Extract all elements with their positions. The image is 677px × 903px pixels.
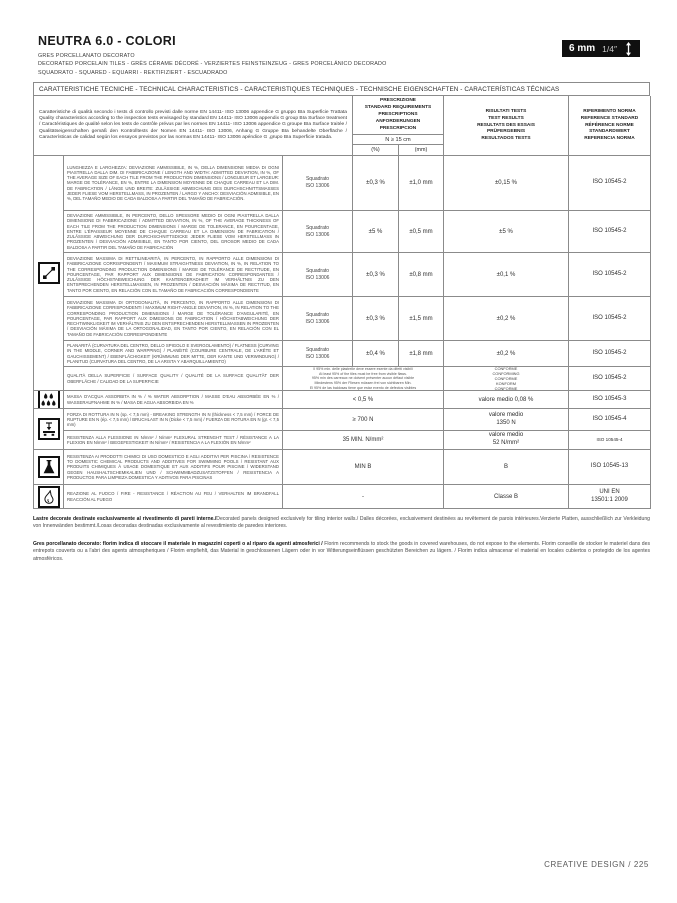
header-prescription <box>353 96 444 135</box>
note-bold: Gres porcellanato decorato: florim indica di stoccare il materiale in magazzini coperti o al riparo da agenti atmosferici / <box>33 541 323 548</box>
result-line: valore medio <box>488 411 524 418</box>
result-line: CONFORME <box>494 375 518 381</box>
standard-line: Squadrato <box>305 224 330 231</box>
chemical-icon-cell <box>34 450 64 485</box>
result-line: 52 N/mm² <box>492 440 520 446</box>
row-result: ±0,1 % <box>444 253 569 297</box>
table-title: CARATTERISTICHE TECNICHE - TECHNICAL CHARACTERISTICS - CARACTERISTIQUES TECHNIQUES - TECHNISCHE EIGENSCHAFTEN - CARACTERÍSTICAS TÉCNICAS <box>33 82 650 96</box>
row-description: PLANARITÀ (CURVATURA DEL CENTRO, DELLO SPIGOLO E SVERGOLAMENTO) / FLATNESS (CURVING IN THE MIDDLE, CORNER AND WARPPING) / PLANÉITÉ (COURBURE CENTRALE, DE L'ARÊTE ET GAUCHISSEMENT) / EBENFLÄCHIGKEIT (KRÜMMUNG DER MITTE, DER KANTE UND VERWINDUNG) / PLANITUD (CURVATURA DEL CENTRO, DE LA ARISTA Y ABARQUILLAMIENTO) <box>64 341 283 367</box>
row-standard <box>283 156 353 211</box>
prescription-line: At least 95% of the tiles must be free from visible flaws. <box>319 371 407 376</box>
row-description: DEVIAZIONE MASSIMA DI RETTILINEARITÀ, IN PERCENTO, IN RAPPORTO ALLE DIMENSIONI DI FABBRICAZIONE CORRISPONDENTI / MAXIMUM STRAIGHTNESS DEVIATION, IN %, IN RELATION TO THE CORRESPONDING PRODUCTION DIMENSIONS / MARGE DE TOLÉRANCE DE RECTITUDE, EN POURCENTAGE, PAR RAPPORT AUX DIMENSIONS DE FABRICATION CORRESPONDANTES / ZULÄSSIGE HÖCHSTABWEICHUNG DER KANTENGERADHEIT IM VERHÄLTNIS ZU DEN ENTSPRECHENDEN HERSTELLMASSEN, IN PROZENTEN / DESVIACIÓN MÁXIMA DE RECTITUD, EN TANTO POR CIENTO, EN RELACIÓN CON EL TAMAÑO DE FABRICACIÓN CORRESPONDIENTE <box>64 253 283 297</box>
row-result: ±0,15 % <box>444 156 569 211</box>
prescription-line: 95% min des carreaux ne doivent présenter aucun défaut visible <box>311 376 415 381</box>
row-description: REAZIONE AL FUOCO / FIRE - RESISTANCE / RÉACTION AU FEU / VERHALTEN IM BRANDFALL REACCIÓN AL FUEGO <box>64 485 283 509</box>
result-line: valore medio <box>488 432 524 439</box>
page-title: NEUTRA 6.0 - COLORI <box>38 34 176 48</box>
row-standard <box>283 253 353 297</box>
standard-line: ISO 13006 <box>305 353 330 360</box>
thickness-inches: 1/4″ <box>602 43 617 54</box>
thickness-double-arrow-icon <box>624 42 633 56</box>
header-unit-mm: (mm) <box>399 145 444 156</box>
standard-line: ISO 13006 <box>305 318 330 325</box>
fire-icon-cell <box>34 485 64 509</box>
header-line: RESULTADOS TESTS <box>481 136 531 142</box>
row-prescription-mm: ±1,0 mm <box>399 156 444 211</box>
header-line: RIFERIMENTO NORMA <box>583 108 636 114</box>
caliper-icon <box>38 262 60 284</box>
row-reference: ISO 10545-2 <box>569 156 651 211</box>
row-standard <box>283 297 353 341</box>
note-bold: Lastre decorate destinate esclusivamente al rivestimento di pareti interne./ <box>33 516 217 522</box>
thickness-badge <box>562 40 640 57</box>
row-result <box>444 367 569 391</box>
row-prescription-mm: ±1,8 mm <box>399 341 444 367</box>
row-prescription-mm: ±0,5 mm <box>399 211 444 253</box>
reference-line: UNI EN <box>599 488 620 495</box>
row-prescription-merged <box>283 367 444 391</box>
note-interior-walls <box>33 516 650 530</box>
result-line: CONFORME <box>494 367 518 371</box>
standard-line: ISO 13006 <box>305 231 330 238</box>
water-drops-icon <box>38 391 60 409</box>
row-reference: ISO 10545-2 <box>569 211 651 253</box>
prescription-line: Il 95% min. delle piastrelle deve essere esente da difetti visibili <box>313 367 413 371</box>
header-reference <box>569 96 651 156</box>
row-prescription-pct: ±0,3 % <box>353 156 399 211</box>
row-standard <box>283 211 353 253</box>
technical-table <box>33 82 650 509</box>
reference-line: 13501:1 2009 <box>591 496 628 503</box>
note-text: Decorated panels designed exclusively for tiling interior walls./ Dalles décorées, exclusivement destinées au revêtement de parois intérieures.Verzierte Platten, ausschließlich zur Verkleidung von Innenwänden bestimmt./Losas decoradas destinadas exclusivamente al revestimiento de paredes interiores. <box>33 516 650 530</box>
footnotes <box>33 516 650 574</box>
subtitle-translations: DECORATED PORCELAIN TILES - GRÈS CÉRAME DÉCORÉ - VERZIERTES FEINSTEINZEUG - GRES PORCELÁNICO DECORADO <box>38 61 387 68</box>
row-prescription-merged: MIN B <box>283 450 444 485</box>
dimension-icon-cell <box>34 156 64 391</box>
row-prescription-pct: ±5 % <box>353 211 399 253</box>
row-result: Classe B <box>444 485 569 509</box>
row-result <box>444 431 569 450</box>
row-reference: ISO 10545-2 <box>569 367 651 391</box>
prescription-line: El 95% de las baldosas tiene que estar exento de defectos visibles <box>309 385 417 390</box>
row-prescription-pct: ±0,3 % <box>353 253 399 297</box>
water-icon-cell <box>34 391 64 409</box>
row-description: RESISTENZA ALLA FLESSIONE IN N/mm² / N/mm² FLEXURAL STRENGHT TEST / RÉSISTANCE A LA FLEXION EN N/mm² / BIEGEFESTIGKEIT IN N/mm² / RESISTENCIA A LA FLEXIÓN EN N/mm² <box>64 431 283 450</box>
header-line: STANDARD REQUIREMENTS <box>364 105 432 111</box>
result-line: CONFORMING <box>492 370 520 376</box>
header-unit-percent: (%) <box>353 145 399 156</box>
row-description: DEVIAZIONE AMMISSIBILE, IN PERCENTO, DELLO SPESSORE MEDIO DI OGNI PIASTRELLA DALLA DIMENSIONE DI FABBRICAZIONE / ADMITTED DEVIATION, IN %, OF THE AVERAGE THICKNESS OF EACH TILE FROM THE PRODUCTION DIMENSIONS / MARGE DE TOLERANCE, EN POURCENTAGE, ENTRE L'ÉPAISSEUR MOYENNE DE CHAQUE CARREAU ET LA DIMENSION DE FABRICATION / ZULÄSSIGE ABWEICHUNG DER DURCHSCHNITTSDICKE JEDER FLIESE VOM HERSTELLMASS IN PROZENTEN / DESVIACIÓN ADMISIBLE, EN TANTO POR CIENTO, DEL GROSOR MEDIO DE CADA BALDOSA A PARTIR DEL TAMAÑO DE FABRICACIÓN <box>64 211 283 253</box>
header-line: REFERENCIA NORMA <box>584 136 635 142</box>
header-line: REFERENCE STANDARD <box>580 115 639 121</box>
row-description: RESISTENZA AI PRODOTTI CHIMICI DI USO DOMESTICO E AGLI ADDITIVI PER PISCINA / RESISTENCE TO DOMESTIC CHEMICAL PRODUCTS AND ADDITIVES FOR SWIMMING POOLS / RESISTANT AUX PRODUITS CHIMIQUES À USAGE DOMESTIQUE ET AUX ADDITIFS POUR PISCINE / WIDERSTAND GEGEN HAUSHALTSCHEMIKALIEN UND / SCHWIMMBADZUSATZSTOFFEN / RESISTENCIA A PRODUCTOS PARA LIMPIEZA DOMESTICA Y ADITIVOS PARA PISCINAS <box>64 450 283 485</box>
row-reference: ISO 10545-4 <box>569 431 651 450</box>
row-reference <box>569 485 651 509</box>
header-line: RÉFÉRENCE NORME <box>585 122 634 128</box>
subtitle-finish: SQUADRATO - SQUARED - EQUARRI - REKTIFIZIERT - ESCUADRADO <box>38 69 228 76</box>
row-prescription-merged: < 0,5 % <box>283 391 444 409</box>
row-reference: ISO 10545-2 <box>569 341 651 367</box>
row-prescription-merged: 35 MIN. N/mm² <box>283 431 444 450</box>
row-result: ±5 % <box>444 211 569 253</box>
header-results <box>444 96 569 156</box>
row-description: QUALITÀ DELLA SUPERFICIE / SURFACE QUALITY / QUALITÉ DE LA SURFACE QUALITÄT DER OBERFLÄCHE / CALIDAD DE LA SUPERFICIE <box>64 367 283 391</box>
flexural-strength-icon <box>38 418 60 440</box>
row-prescription-merged: ≥ 700 N <box>283 409 444 431</box>
prescription-line: Mindestens 95% der Fliesen müssen frei von sichtbaren Min. <box>314 380 412 385</box>
row-prescription-merged: - <box>283 485 444 509</box>
header-line: PRÜFERGEBNIS <box>486 129 526 135</box>
header-line: ANFORDERUNGEN <box>375 118 421 124</box>
header-characteristics: Caratteristiche di qualità secondo i tests di controllo previsti dalle norme EN 14411- ISO 13006 appendice G gruppo BIa Superficie Trattata Quality characteristics according to the inspection tests envisaged by standard EN 14411- ISO 13006 appendix G group BIa Surface treatment / Caractéristiques de qualité selon les tests de contrôle prévus par les normes EN 14411- ISO 13006 appendice G groupe BIa Surface traitée / Qualitätseigenschaften gemäß den Kontrolltests der Nomen EN 14411- ISO 13006, Anhang G Gruppe BIa behandelte Oberfläche / Características de calidad según los ensayos previstos por las normas EN 14411- ISO 13006 apéndice G ,grupo BIa Superficie tratada. <box>34 96 353 156</box>
header-size-class: N ≥ 15 cm <box>353 135 444 145</box>
row-result: B <box>444 450 569 485</box>
header-line: TEST RESULTS <box>488 115 524 121</box>
row-reference: ISO 10545-4 <box>569 409 651 431</box>
document-header <box>38 34 538 77</box>
table-grid <box>33 95 650 509</box>
header-line: PRESCRIPTIONS <box>378 112 418 117</box>
result-line: KONFORM <box>496 381 516 387</box>
flexural-icon-cell <box>34 409 64 450</box>
row-description: DEVIAZIONE MASSIMA DI ORTOGONALITÀ, IN PERCENTO, IN RAPPORTO ALLE DIMENSIONI DI FABBRICAZIONE CORRISPONDENTI / MAXIMUM RIGHT-ANGLE DEVIATION, IN %, IN RELATION TO THE CORRESPONDING PRODUCTION DIMENSIONS / MARGE DE TOLÉRANCE D'ANGULARITÉ, EN POURCENTAGE, PAR RAPPORT AUX DIMESIONS DE FABRICATION / HÖCHSTABWEICHUNG DER RECHTWINKLIGKEIT IM VERHÄLTNIS ZU DEN ENTSPRECHENDEN HERSTELLMASSEN IN PROZENTEN / DESVIACIÓN MÁXIMA DE LA ORTOGONALIDAD, EN TANTO POR CIENTO, EN RELACIÓN CON EL TAMAÑO DE FABRICACIÓN CORRESPONDIENTE <box>64 297 283 341</box>
note-text: Florim recommends to stock the goods in covered warehouses, do not expose to the elements. Florim conseille de stocker le materiel dans des entrepots couverts ou a l'abri des agents atmospheriques / Florim empfiehlt, das Material in geschlossenen Lägern oder in vor Witterungseinflüssen geschützten Bereichen zu lägern. / Florim indica almacenar el material en locales cubiertos o protegido de los agentes atmosféricos. <box>33 541 651 562</box>
row-description: FORZA DI ROTTURA IN N (sp. < 7,5 mm) - BREAKING STRENGTH IN N (thickness < 7,5 mm) / FORCE DE RUPTURE EN N (ép. < 7,5 mm) / BRUCHLAST IN N (Dicke < 7,5 mm) / FUERZA DE ROTURA EN N (gr. < 7,5 mm) <box>64 409 283 431</box>
subtitle-material: GRES PORCELLANATO DECORATO <box>38 53 135 59</box>
standard-line: Squadrato <box>305 311 330 318</box>
row-prescription-mm: ±1,5 mm <box>399 297 444 341</box>
standard-line: Squadrato <box>305 176 330 183</box>
header-line: RISULTATI TESTS <box>485 108 527 114</box>
header-line: RESULTATS DES ESSAIS <box>477 122 535 128</box>
note-storage <box>33 541 650 562</box>
result-line: CONFORME <box>494 386 518 391</box>
row-reference: ISO 10545-13 <box>569 450 651 485</box>
row-reference: ISO 10545-2 <box>569 253 651 297</box>
row-reference: ISO 10545-3 <box>569 391 651 409</box>
standard-line: ISO 13006 <box>305 183 330 189</box>
row-description: MASSA D'ACQUA ASSORBITA IN % / % WATER ABSORPTION / MASSE D'EAU ABSORBÉE EN % / WASSERAUFNAHME IN % / MASA DE AGUA ABSORBIDA EN % <box>64 391 283 409</box>
standard-line: Squadrato <box>305 346 330 353</box>
row-result: valore medio 0,08 % <box>444 391 569 409</box>
page-footer-brand: CREATIVE DESIGN / 225 <box>544 860 649 869</box>
row-result: ±0,2 % <box>444 341 569 367</box>
row-prescription-pct: ±0,4 % <box>353 341 399 367</box>
row-result: ±0,2 % <box>444 297 569 341</box>
standard-line: ISO 13006 <box>305 274 330 281</box>
flame-icon <box>38 486 60 508</box>
header-line: PRESCRIPCION <box>379 125 417 131</box>
chemical-flask-icon <box>38 456 60 478</box>
row-description: LUNGHEZZA E LARGHEZZA: DEVIAZIONE AMMISSIBILE, IN %, DELLA DIMENSIONE MEDIA DI OGNI PIASTRELLA DALLA DIM. DI FABBRICAZIONE / LENGTH AND WIDTH: ADMITTED DEVIATION, IN %, OF THE AVERAGE SIZE OF EACH TILE FROM THE PRODUCTION DIMENSIONS / LONGUEUR ET LARGEUR: MARGE DE TOLÉRANCE, EN %, ENTRE LA DIMENSION MOYENNE DE CHAQUE CARREAU ET LA DIM. DE FABRICATION / LÄNGE UND BREITE: ZULÄSSIGE ABWEICHUNG DES DURCHSCHNITTSMASSES JEDER FLIESE VOM HERSTELLMASS, IN PROZENTEN / LARGO Y ANCHO: DESVIACIÓN ADMISIBLE, EN %, DEL TAMAÑO MEDIO DE CADA BALDOSA A PARTIR DEL TAMAÑO DE FABRICACIÓN. <box>64 156 283 211</box>
header-line: PRESCRIZIONE <box>380 98 416 104</box>
row-result <box>444 409 569 431</box>
row-standard <box>283 341 353 367</box>
row-prescription-mm: ±0,8 mm <box>399 253 444 297</box>
row-reference: ISO 10545-2 <box>569 297 651 341</box>
standard-line: Squadrato <box>305 267 330 274</box>
header-line: STANDARDWERT <box>589 129 630 135</box>
row-prescription-pct: ±0,3 % <box>353 297 399 341</box>
result-line: 1350 N <box>496 419 516 426</box>
thickness-mm: 6 mm <box>569 43 596 54</box>
